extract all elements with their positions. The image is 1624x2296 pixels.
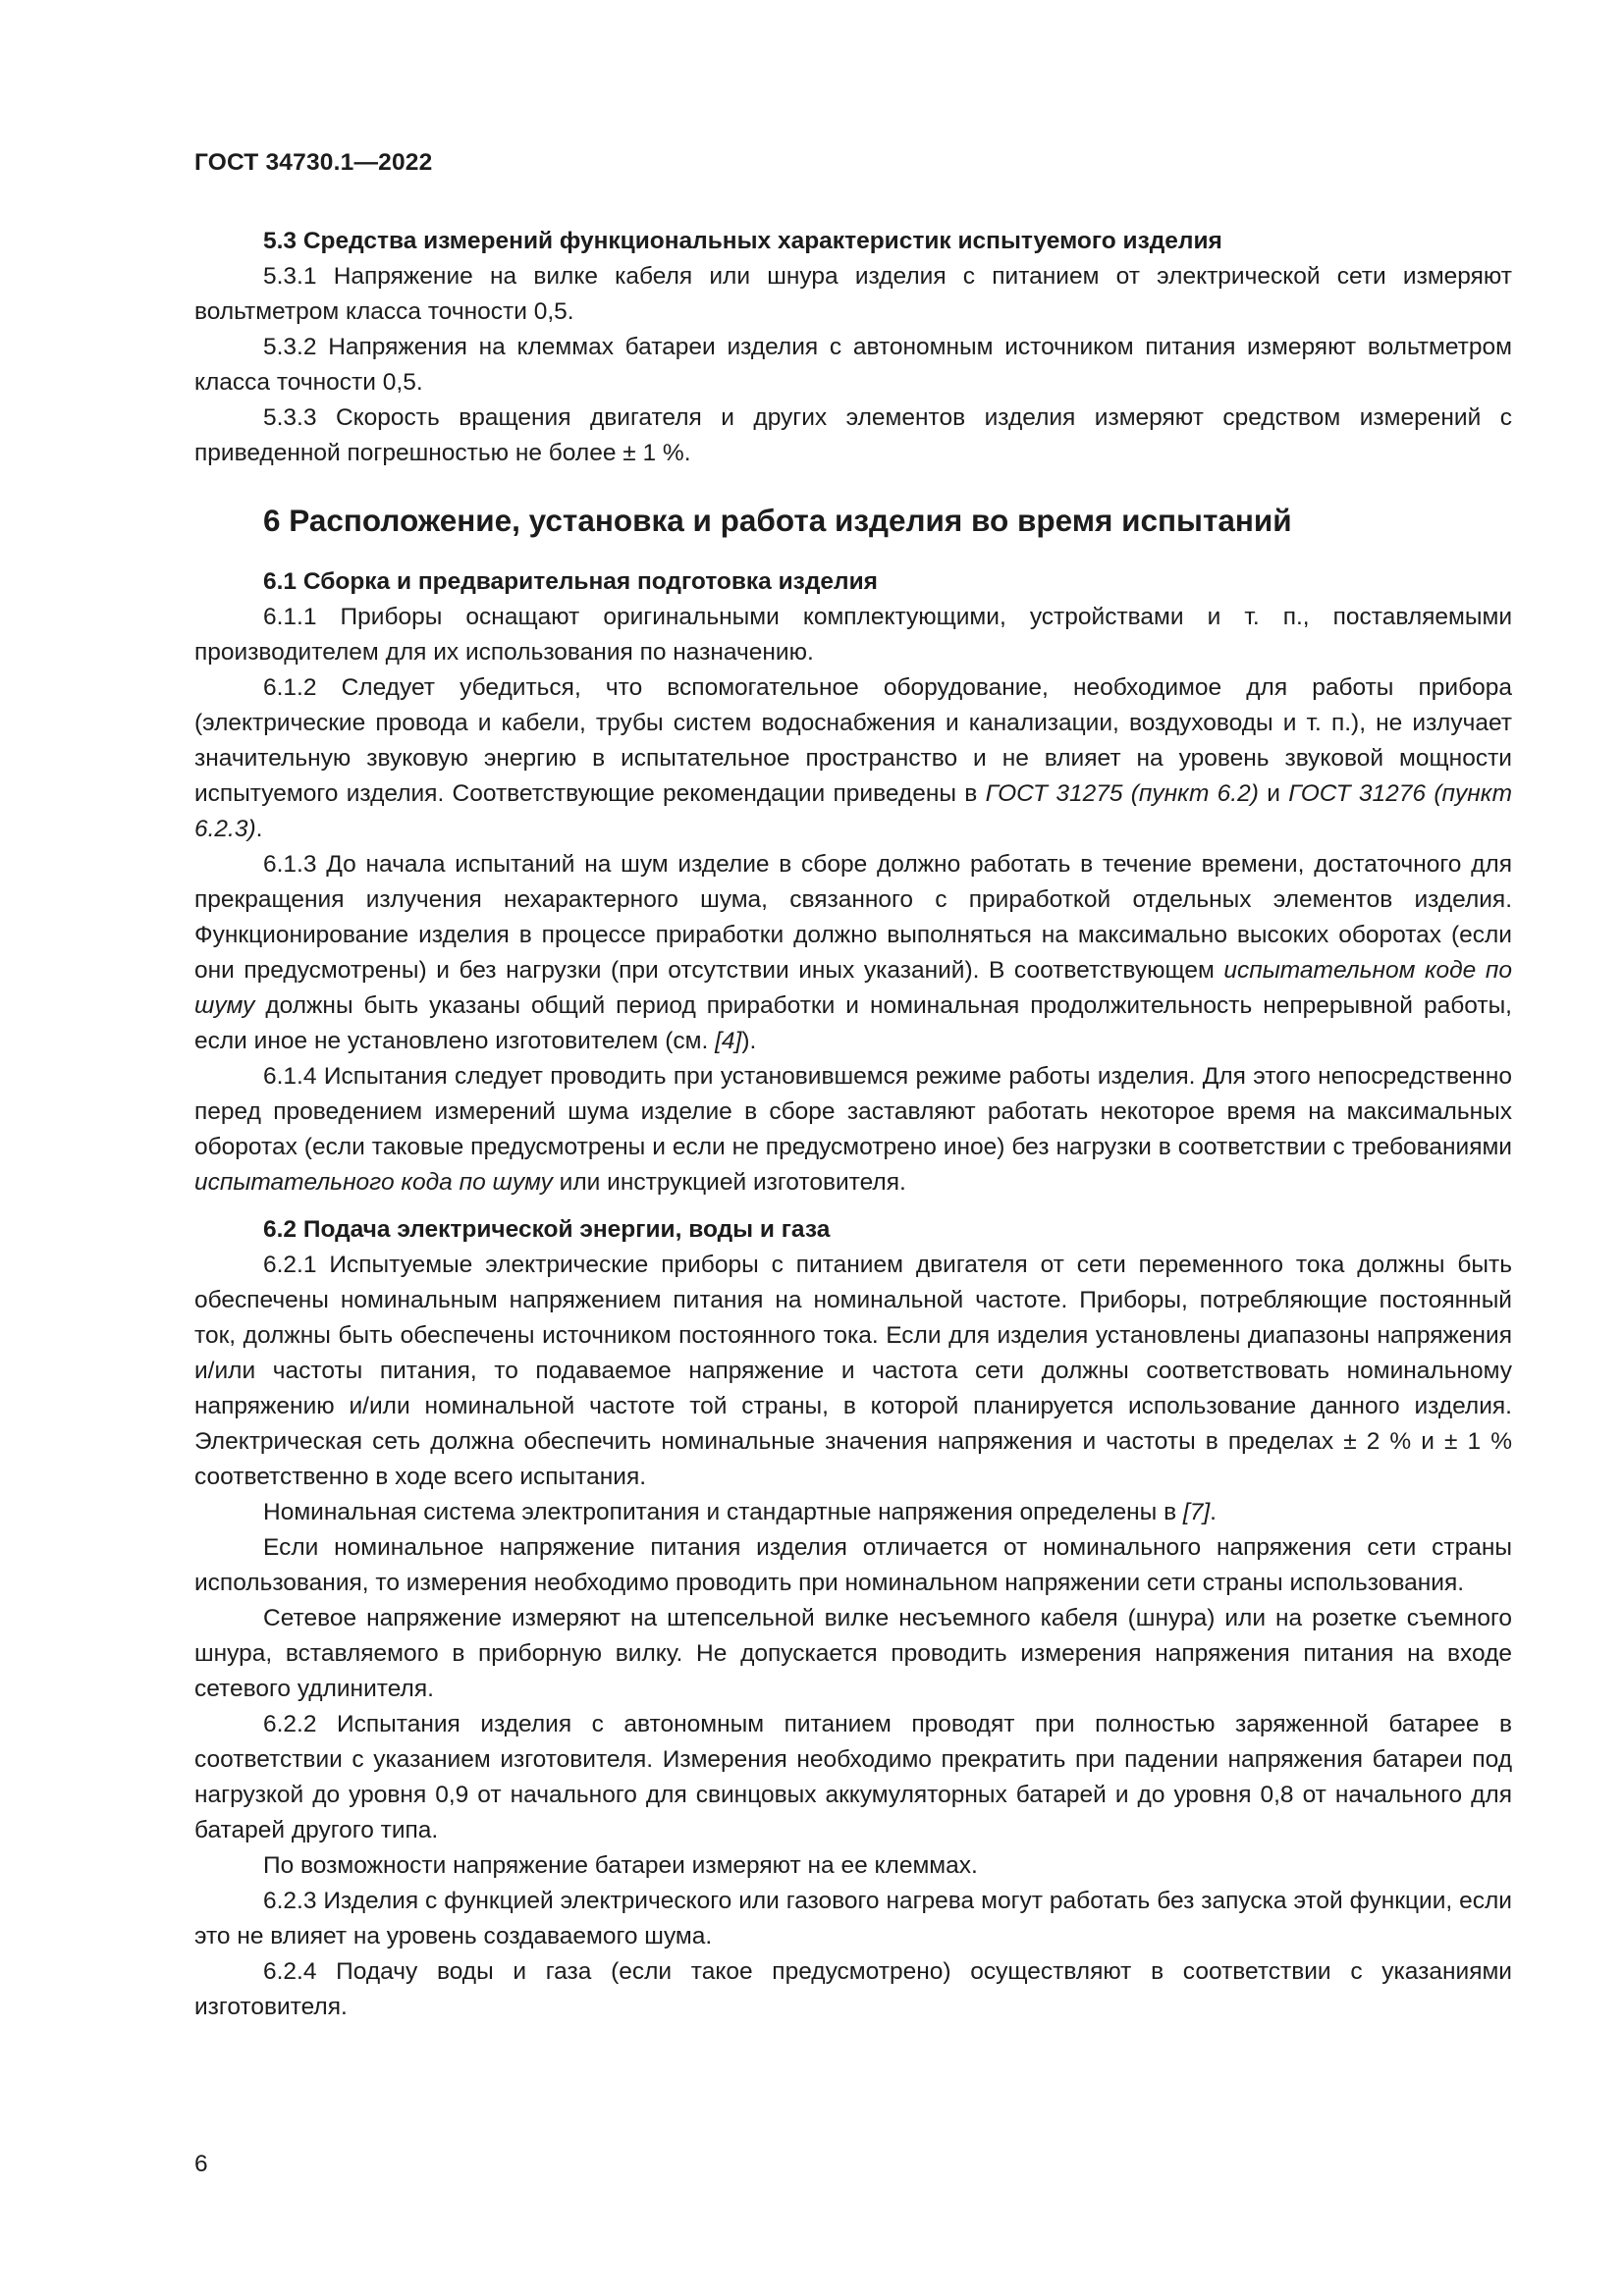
paragraph-6-1-2-text-c: .: [255, 816, 263, 842]
paragraph-6-2-1-voltage-difference: Если номинальное напряжение питания изделия отличается от номинального напряжения сети страны использования, то измерения необходимо проводить при номинальном напряжении сети страны использования.: [194, 1534, 1512, 1596]
paragraph-5-3-3: 5.3.3 Скорость вращения двигателя и других элементов изделия измеряют средством измерений с приведенной погрешностью не более ± 1 %.: [194, 404, 1512, 466]
reference-gost-31276: ГОСТ 31276 (пункт 6.2.3): [194, 780, 1512, 842]
paragraph-6-2-3: 6.2.3 Изделия с функцией электрического или газового нагрева могут работать без запуска этой функции, если это не влияет на уровень создаваемого шума.: [194, 1888, 1512, 1949]
paragraph-6-2-1-power-system: [194, 1495, 1512, 1530]
paragraph-6-1-4-text-a: 6.1.4 Испытания следует проводить при установившемся режиме работы изделия. Для этого непосредственно перед проведением измерений шума изделие в сборе заставляют работать некоторое время на максимальных оборотах (если таковые предусмотрены и если не предусмотрено иное) без нагрузки в соответствии с требованиями: [194, 1063, 1512, 1160]
reference-bibliography-4: [4]: [715, 1028, 742, 1054]
term-noise-test-code-genitive: испытательного кода по шуму: [194, 1169, 553, 1196]
reference-gost-31275: ГОСТ 31275 (пункт 6.2): [985, 780, 1259, 807]
page-number: 6: [194, 2151, 208, 2177]
paragraph-6-1-3-text-a: 6.1.3 До начала испытаний на шум изделие в сборе должно работать в течение времени, достаточного для прекращения излучения нехарактерного шума, связанного с приработкой отдельных элементов изделия. Функционирование изделия в процессе приработки должно выполняться на максимально высоких оборотах (если они предусмотрены) и без нагрузки (при отсутствии иных указаний). В соответствующем: [194, 851, 1512, 984]
paragraph-6-1-1: 6.1.1 Приборы оснащают оригинальными комплектующими, устройствами и т. п., поставляемыми производителем для их использования по назначению.: [194, 604, 1512, 666]
section-6-2-heading: 6.2 Подача электрической энергии, воды и газа: [263, 1216, 831, 1243]
paragraph-6-2-1-mains-voltage: Сетевое напряжение измеряют на штепсельной вилке несъемного кабеля (шнура) или на розетке съемного шнура, вставляемого в приборную вилку. Не допускается проводить измерения напряжения питания на входе сетевого удлинителя.: [194, 1605, 1512, 1702]
paragraph-5-3-1: 5.3.1 Напряжение на вилке кабеля или шнура изделия с питанием от электрической сети измеряют вольтметром класса точности 0,5.: [194, 263, 1512, 325]
paragraph-6-2-4: 6.2.4 Подачу воды и газа (если такое предусмотрено) осуществляют в соответствии с указаниями изготовителя.: [194, 1958, 1512, 2020]
paragraph-6-2-1-power-system-text-b: .: [1210, 1499, 1217, 1525]
paragraph-5-3-2: 5.3.2 Напряжения на клеммах батареи изделия с автономным источником питания измеряют вольтметром класса точности 0,5.: [194, 334, 1512, 396]
standard-header: ГОСТ 34730.1—2022: [194, 149, 433, 176]
paragraph-6-1-4-text-b: или инструкцией изготовителя.: [552, 1169, 906, 1196]
section-6-1-heading: 6.1 Сборка и предварительная подготовка изделия: [263, 568, 878, 595]
paragraph-6-1-2-text-a: 6.1.2 Следует убедиться, что вспомогательное оборудование, необходимое для работы прибора (электрические провода и кабели, трубы систем водоснабжения и канализации, воздуховоды и т. п.), не излучает значительную звуковую энергию в испытательное пространство и не влияет на уровень звуковой мощности испытуемого изделия. Соответствующие рекомендации приведены в: [194, 674, 1512, 807]
paragraph-6-1-3: [194, 847, 1512, 1059]
paragraph-6-2-2-battery-terminals: По возможности напряжение батареи измеряют на ее клеммах.: [263, 1852, 978, 1879]
paragraph-6-1-4: [194, 1059, 1512, 1201]
paragraph-6-1-3-text-c: ).: [741, 1028, 757, 1054]
section-6-heading: 6 Расположение, установка и работа изделия во время испытаний: [263, 503, 1292, 538]
paragraph-6-1-2: [194, 670, 1512, 847]
section-5-3-heading: 5.3 Средства измерений функциональных характеристик испытуемого изделия: [263, 228, 1222, 254]
term-noise-test-code: испытательном коде по шуму: [194, 957, 1512, 1019]
paragraph-6-1-3-text-b: должны быть указаны общий период приработки и номинальная продолжительность непрерывной работы, если иное не установлено изготовителем (см.: [194, 992, 1512, 1054]
reference-bibliography-7: [7]: [1182, 1499, 1211, 1525]
paragraph-6-2-1: 6.2.1 Испытуемые электрические приборы с питанием двигателя от сети переменного тока должны быть обеспечены номинальным напряжением питания на номинальной частоте. Приборы, потребляющие постоянный ток, должны быть обеспечены источником постоянного тока. Если для изделия установлены диапазоны напряжения и/или частоты питания, то подаваемое напряжение и частота сети должны соответствовать номинальному напряжению и/или номинальной частоте той страны, в которой планируется использование данного изделия. Электрическая сеть должна обеспечить номинальные значения напряжения и частоты в пределах ± 2 % и ± 1 % соответственно в ходе всего испытания.: [194, 1252, 1512, 1490]
paragraph-6-2-1-power-system-text-a: Номинальная система электропитания и стандартные напряжения определены в: [263, 1499, 1183, 1525]
document-body: [194, 224, 1512, 2025]
paragraph-6-1-2-text-b: и: [1258, 780, 1289, 807]
paragraph-6-2-2: 6.2.2 Испытания изделия с автономным питанием проводят при полностью заряженной батарее в соответствии с указанием изготовителя. Измерения необходимо прекратить при падении напряжения батареи под нагрузкой до уровня 0,9 от начального для свинцовых аккумуляторных батарей и до уровня 0,8 от начального для батарей другого типа.: [194, 1711, 1512, 1843]
